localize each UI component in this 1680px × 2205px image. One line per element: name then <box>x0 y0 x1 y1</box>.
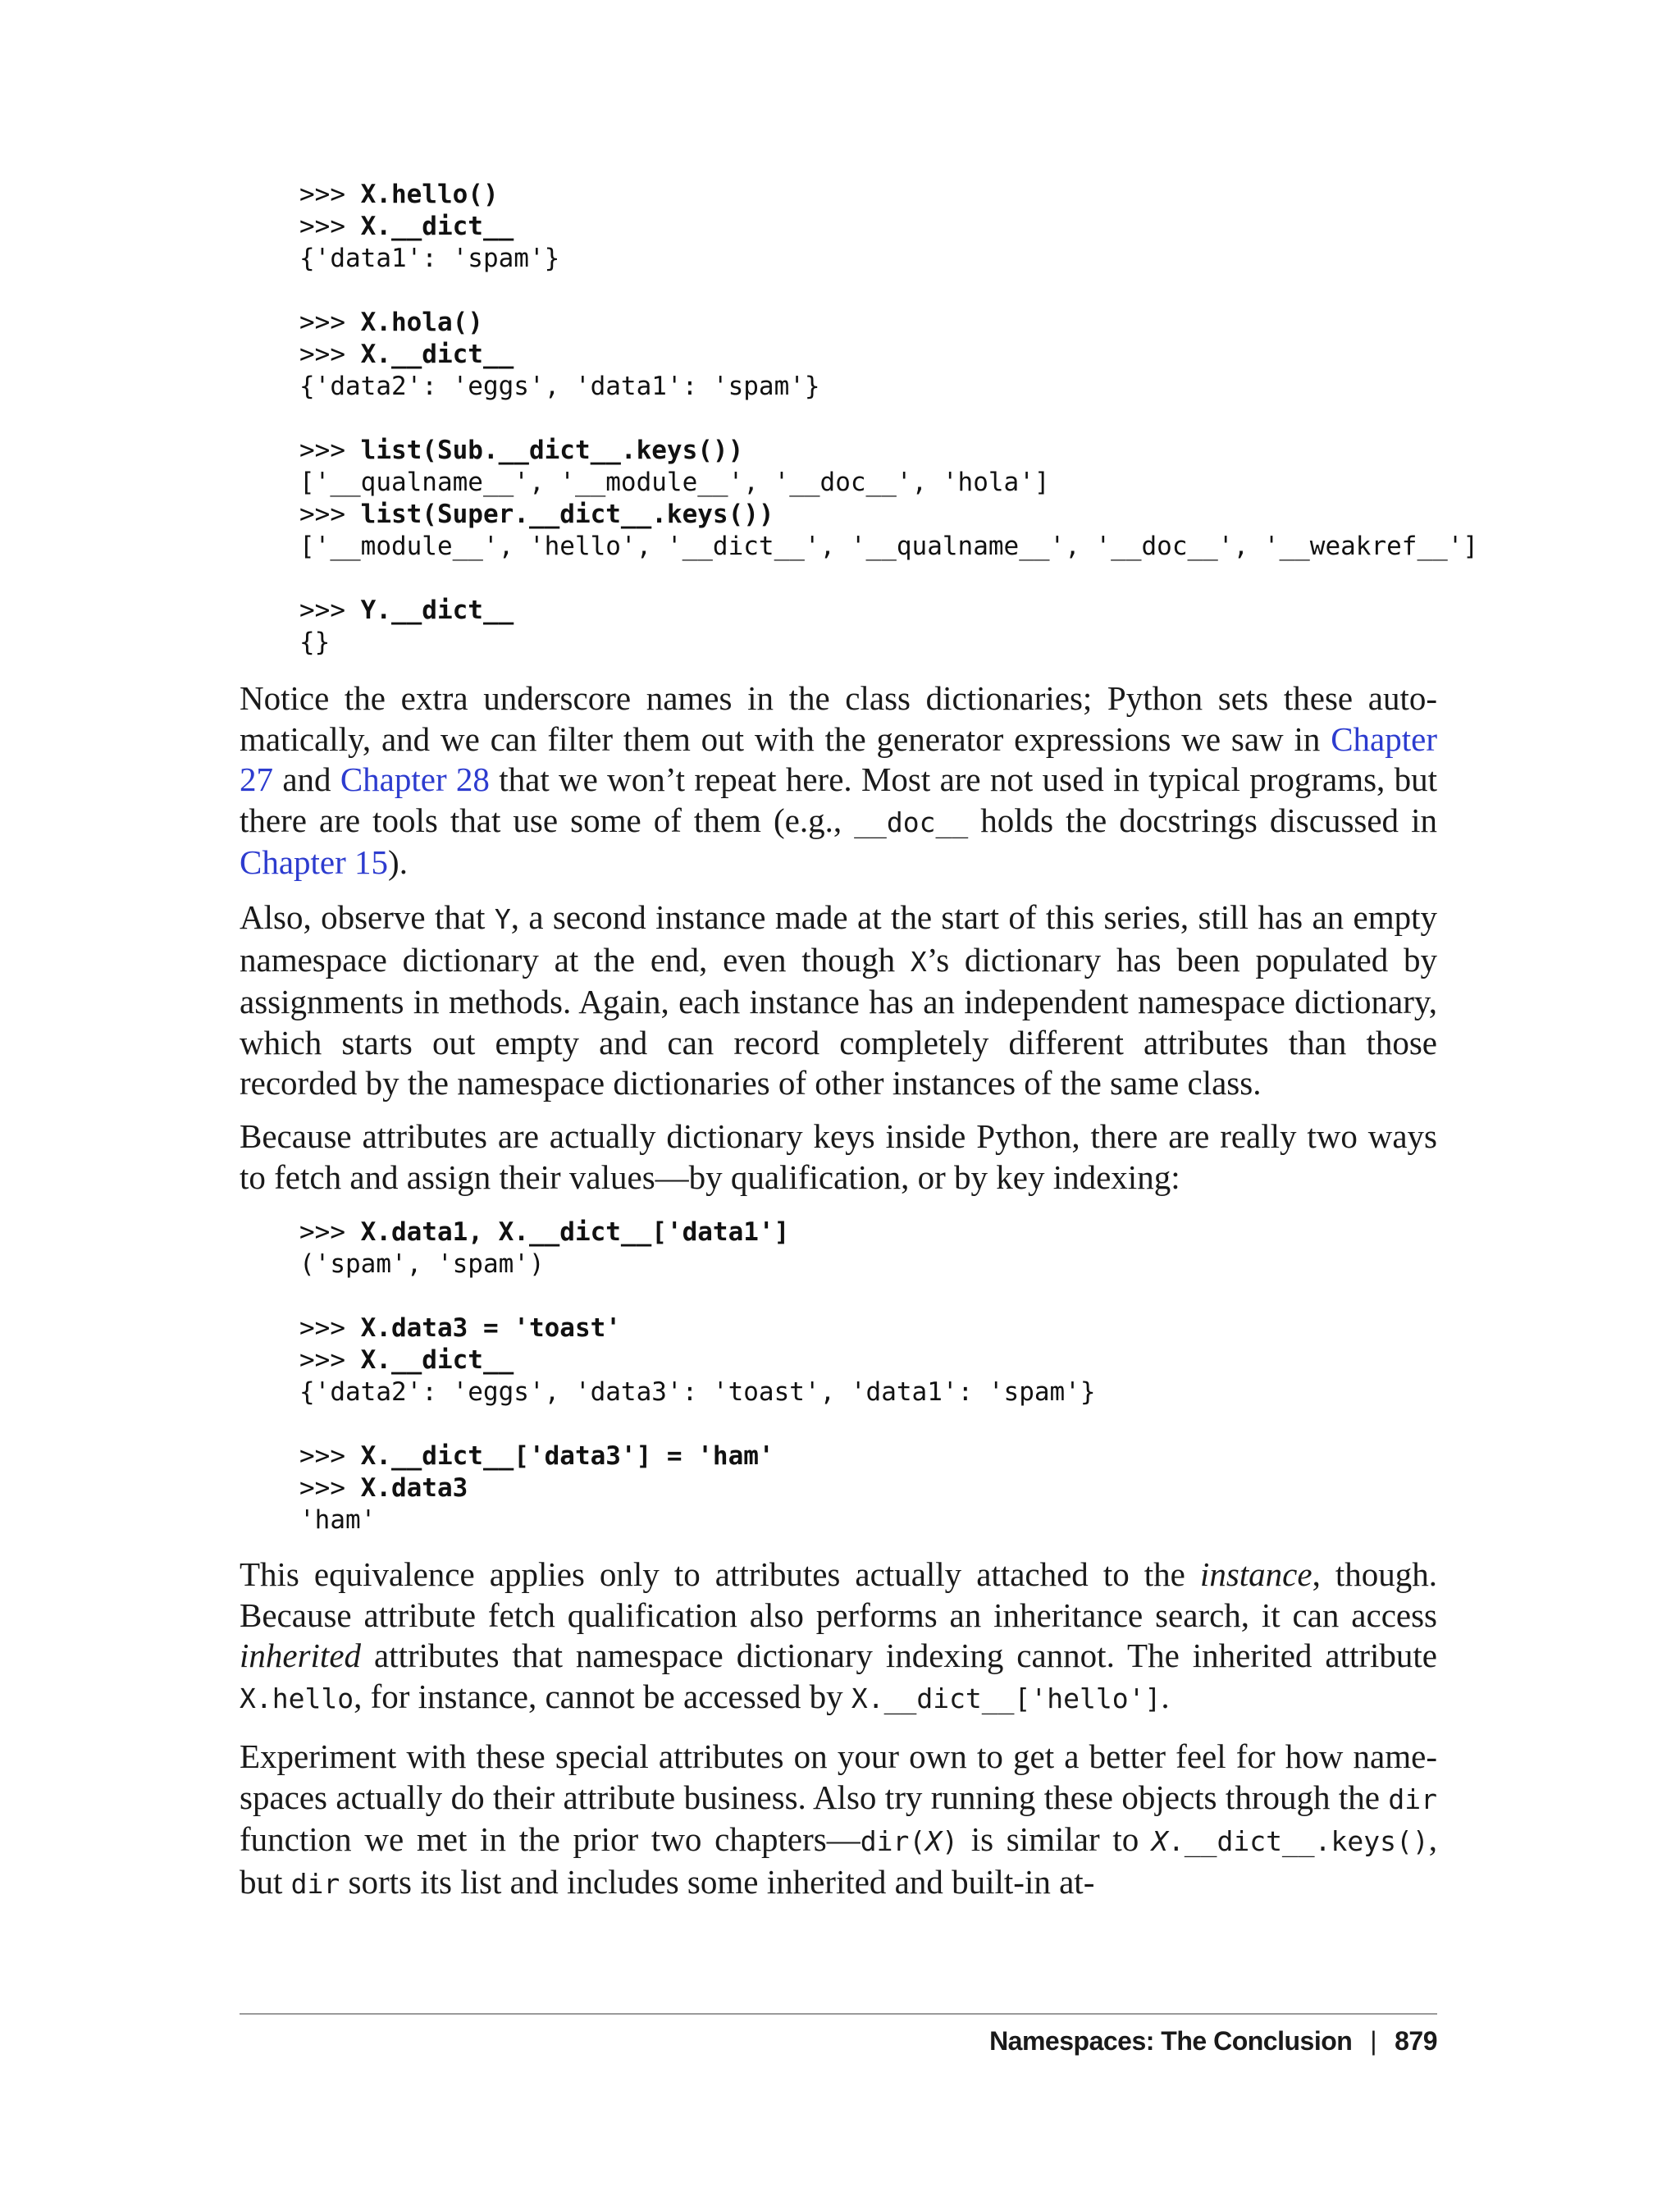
repl-output: ['__qualname__', '__module__', '__doc__', 'hola'] <box>299 468 1050 497</box>
text-run: function we met in the prior two chapters— <box>240 1820 861 1858</box>
repl-command: X.__dict__ <box>360 1345 514 1375</box>
repl-output: {'data2': 'eggs', 'data1': 'spam'} <box>299 372 820 401</box>
code-input-line <box>299 435 1478 467</box>
inline-code: X.__dict__['hello'] <box>851 1682 1162 1714</box>
text-run: This equivalence applies only to attributes actually attached to the <box>240 1555 1200 1593</box>
text-run: Also, observe that <box>240 898 495 936</box>
text-run: that we won’t repeat here. Most are not used in typical programs, but there are tools that use some of them (e.g., <box>240 760 1437 839</box>
repl-command: Y.__dict__ <box>360 596 514 625</box>
repl-command: X.hello() <box>360 180 499 209</box>
code-input-line <box>299 1217 1096 1249</box>
repl-command: list(Super.__dict__.keys()) <box>360 500 774 529</box>
page-footer <box>989 2026 1437 2057</box>
paragraph-underscore-names <box>240 678 1437 883</box>
code-output-line <box>299 275 1478 307</box>
footer-separator: | <box>1370 2026 1377 2056</box>
chapter-link[interactable]: Chapter 27 <box>240 719 1437 798</box>
code-output-line <box>299 243 1478 275</box>
code-input-line <box>299 1440 1096 1472</box>
inline-code: ) <box>942 1825 958 1857</box>
repl-prompt: >>> <box>299 180 361 209</box>
inline-code: X <box>925 1825 943 1857</box>
text-run: is similar to <box>957 1820 1152 1858</box>
code-output-line <box>299 1249 1096 1281</box>
paragraph-empty-instance-dict <box>240 897 1437 1104</box>
code-block-key-indexing <box>299 1217 1096 1536</box>
repl-prompt: >>> <box>299 1217 361 1247</box>
repl-prompt: >>> <box>299 436 361 465</box>
repl-output <box>299 564 315 593</box>
paragraph-experiment <box>240 1737 1437 1904</box>
code-input-line <box>299 211 1478 243</box>
text-run: ). <box>388 843 408 881</box>
inline-code: __doc__ <box>854 806 969 838</box>
repl-command: X.__dict__ <box>360 340 514 369</box>
code-output-line <box>299 563 1478 595</box>
inline-code: X <box>910 945 927 978</box>
text-run: . <box>1161 1677 1170 1715</box>
footer-rule <box>240 2013 1437 2015</box>
text-run: Experiment with these special attributes on your own to get a better feel for how namespaces actually do their attribute business. Also try running these objects through the <box>240 1737 1437 1816</box>
repl-prompt: >>> <box>299 1313 361 1343</box>
code-block-namespace-dicts <box>299 179 1478 659</box>
repl-prompt: >>> <box>299 1441 361 1471</box>
repl-output <box>299 1409 315 1439</box>
text-run: , but <box>240 1820 1437 1901</box>
code-output-line <box>299 531 1478 563</box>
code-output-line <box>299 1504 1096 1536</box>
repl-prompt: >>> <box>299 1473 361 1503</box>
repl-command: X.data3 = 'toast' <box>360 1313 621 1343</box>
text-run: Notice the extra underscore names in the class dictionaries; Python sets these automatically, and we can filter them out with the generator expressions we saw in <box>240 679 1437 758</box>
page-number: 879 <box>1395 2026 1437 2056</box>
paragraph-two-ways-fetch <box>240 1116 1437 1198</box>
repl-output <box>299 404 315 433</box>
text-run: , for instance, cannot be accessed by <box>354 1677 851 1715</box>
inline-code: dir( <box>860 1825 926 1857</box>
repl-command: list(Sub.__dict__.keys()) <box>360 436 744 465</box>
inline-code: Y <box>494 903 511 935</box>
code-output-line <box>299 371 1478 403</box>
text-run: holds the docstrings discussed in <box>968 801 1437 839</box>
code-output-line <box>299 403 1478 435</box>
running-title: Namespaces: The Conclusion <box>989 2026 1353 2056</box>
repl-prompt: >>> <box>299 596 361 625</box>
repl-output: ['__module__', 'hello', '__dict__', '__qualname__', '__doc__', '__weakref__'] <box>299 532 1479 561</box>
repl-output <box>299 1281 315 1311</box>
text-run: sorts its list and includes some inherited and built-in at- <box>340 1862 1095 1901</box>
chapter-link[interactable]: Chapter 15 <box>240 843 389 881</box>
code-output-line <box>299 1281 1096 1312</box>
text-run: , a second instance made at the start of this series, still has an empty namespace dictionary at the end, even though <box>240 898 1437 979</box>
chapter-link[interactable]: Chapter 28 <box>340 760 490 798</box>
emphasis-text: inherited <box>240 1637 362 1674</box>
inline-code: dir <box>1388 1783 1437 1815</box>
repl-output: {} <box>299 628 331 657</box>
inline-code: X.hello <box>240 1682 354 1714</box>
code-input-line <box>299 1344 1096 1376</box>
code-output-line <box>299 1376 1096 1408</box>
code-output-line <box>299 467 1478 499</box>
code-output-line <box>299 627 1478 659</box>
code-input-line <box>299 595 1478 627</box>
repl-command: X.data1, X.__dict__['data1'] <box>360 1217 790 1247</box>
repl-command: X.data3 <box>360 1473 468 1503</box>
repl-command: X.__dict__ <box>360 212 514 241</box>
repl-prompt: >>> <box>299 308 361 337</box>
text-run: , though. Because attribute fetch qualification also performs an inheritance search, it can access <box>240 1555 1437 1634</box>
repl-output: 'ham' <box>299 1505 377 1535</box>
inline-code: X <box>1151 1825 1168 1857</box>
paragraph-equivalence <box>240 1554 1437 1719</box>
repl-prompt: >>> <box>299 500 361 529</box>
repl-output: {'data2': 'eggs', 'data3': 'toast', 'data1': 'spam'} <box>299 1377 1096 1407</box>
repl-prompt: >>> <box>299 1345 361 1375</box>
text-run: attributes that namespace dictionary indexing cannot. The inherited attribute <box>361 1637 1437 1674</box>
code-input-line <box>299 339 1478 371</box>
repl-output: ('spam', 'spam') <box>299 1249 545 1279</box>
repl-output <box>299 276 315 305</box>
repl-command: X.__dict__['data3'] = 'ham' <box>360 1441 774 1471</box>
text-run: Because attributes are actually dictionary keys inside Python, there are really two ways to fetch and assign their values—by qualification, or by key indexing: <box>240 1117 1437 1196</box>
text-run: ’s dictionary has been populated by assignments in methods. Again, each instance has an independent namespace dictionary, which starts out empty and can record completely different attributes than those recorded by the namespace dictionaries of other instances of the same class. <box>240 940 1437 1102</box>
repl-command: X.hola() <box>360 308 483 337</box>
code-output-line <box>299 1408 1096 1440</box>
code-input-line <box>299 1312 1096 1344</box>
inline-code: .__dict__.keys() <box>1167 1825 1429 1857</box>
repl-prompt: >>> <box>299 212 361 241</box>
inline-code: dir <box>290 1867 340 1900</box>
repl-output: {'data1': 'spam'} <box>299 244 560 273</box>
code-input-line <box>299 179 1478 211</box>
code-input-line <box>299 1472 1096 1504</box>
code-input-line <box>299 499 1478 531</box>
emphasis-text: instance <box>1199 1555 1312 1593</box>
repl-prompt: >>> <box>299 340 361 369</box>
code-input-line <box>299 307 1478 339</box>
text-run: and <box>273 760 340 798</box>
